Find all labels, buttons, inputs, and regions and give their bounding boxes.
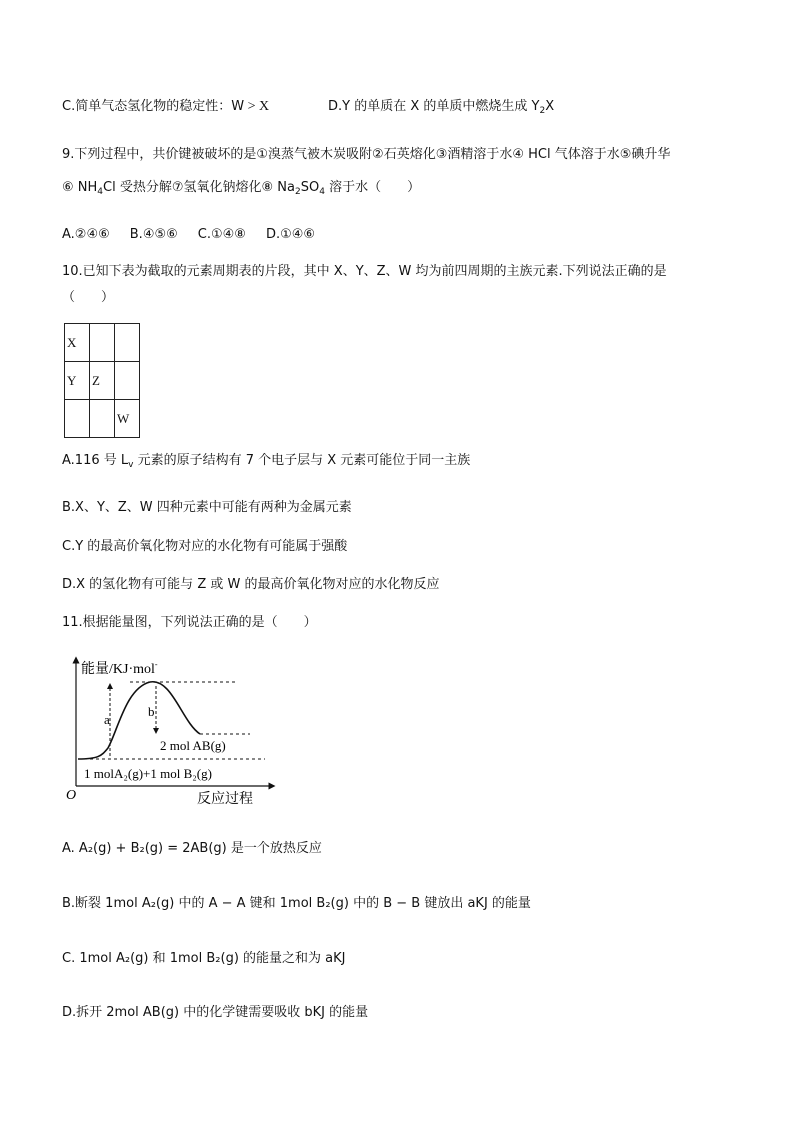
table-cell: Y — [65, 362, 90, 400]
q8-option-d — [328, 99, 554, 115]
label-b: b — [148, 704, 155, 719]
q9-option-b: B.④⑤⑥ — [129, 227, 178, 242]
q10-option-c: C.Y 的最高价氧化物对应的水化物有可能属于强酸 — [62, 539, 348, 554]
q11-stem: 11.根据能量图，下列说法正确的是（ ） — [62, 615, 317, 630]
q9-stem-line2 — [62, 180, 420, 196]
q10-stem-line2: （ ） — [62, 290, 115, 305]
table-cell: Z — [90, 362, 115, 400]
q9-option-a: A.②④⑥ — [62, 227, 110, 242]
reactant-label: 1 molA₂(g)+1 mol B₂(g) — [84, 766, 212, 781]
q8-option-d-text: D.Y 的单质在 X 的单质中燃烧生成 Y — [328, 99, 540, 114]
q9-line2-sub-c: 4 — [319, 187, 325, 197]
q9-line2-sub-b: 2 — [295, 187, 301, 197]
q8-option-c-compare: > — [244, 99, 259, 114]
q11-option-b: B.断裂 1mol A₂(g) 中的 A − A 键和 1mol B₂(g) 中的 B − B 键放出 aKJ 的能量 — [62, 896, 531, 911]
table-cell — [115, 362, 140, 400]
q8-option-d-sub: 2 — [539, 106, 546, 116]
q10-option-a-pre: A.116 号 L — [62, 453, 129, 468]
q8-option-c-x: X — [258, 99, 270, 114]
q10-option-a — [62, 453, 470, 469]
q10-option-d: D.X 的氢化物有可能与 Z 或 W 的最高价氧化物对应的水化物反应 — [62, 577, 440, 592]
q10-option-b: B.X、Y、Z、W 四种元素中可能有两种为金属元素 — [62, 500, 352, 515]
origin-label: O — [66, 788, 77, 803]
label-a: a — [104, 712, 110, 727]
table-cell — [115, 324, 140, 362]
x-axis-label: 反应过程 — [197, 792, 253, 807]
q9-option-d: D.①④⑥ — [265, 227, 316, 242]
q9-line2-part-b: Cl 受热分解⑦氢氧化钠熔化⑧ Na — [103, 180, 295, 195]
q9-stem-line1: 9.下列过程中，共价键被破坏的是①溴蒸气被木炭吸附②石英熔化③酒精溶于水④ HCl 气体溶于水⑤碘升华 — [62, 147, 671, 162]
q11-option-d: D.拆开 2mol AB(g) 中的化学键需要吸收 bKJ 的能量 — [62, 1005, 369, 1020]
q11-option-a: A. A₂(g) + B₂(g) = 2AB(g) 是一个放热反应 — [62, 841, 322, 856]
table-cell — [65, 400, 90, 438]
table-cell: X — [65, 324, 90, 362]
q9-line2-part-c: SO — [300, 180, 320, 195]
q8-option-d-tail: X — [545, 99, 555, 114]
q8-option-c-prefix: C.简单气态氢化物的稳定性：W — [62, 99, 245, 114]
y-axis-label: 能量/KJ·mol- — [81, 660, 158, 677]
product-label: 2 mol AB(g) — [160, 738, 226, 753]
q11-option-c: C. 1mol A₂(g) 和 1mol B₂(g) 的能量之和为 aKJ — [62, 951, 346, 966]
q9-line2-part-a: ⑥ NH — [62, 180, 98, 195]
q9-line2-sub-a: 4 — [97, 187, 104, 197]
q10-option-a-post: 元素的原子结构有 7 个电子层与 X 元素可能位于同一主族 — [133, 453, 471, 468]
q9-option-c: C.①④⑧ — [197, 227, 246, 242]
table-cell — [90, 324, 115, 362]
table-cell: W — [115, 400, 140, 438]
energy-diagram — [60, 652, 280, 812]
periodic-table-fragment — [64, 323, 140, 438]
q9-options — [62, 227, 315, 243]
q10-stem-line1: 10.已知下表为截取的元素周期表的片段，其中 X、Y、Z、W 均为前四周期的主族元素.下列说法正确的是 — [62, 264, 667, 279]
q9-line2-part-d: 溶于水（ ） — [324, 180, 421, 195]
q8-option-c — [62, 99, 269, 115]
q10-option-a-sub: v — [128, 460, 134, 470]
table-cell — [90, 400, 115, 438]
